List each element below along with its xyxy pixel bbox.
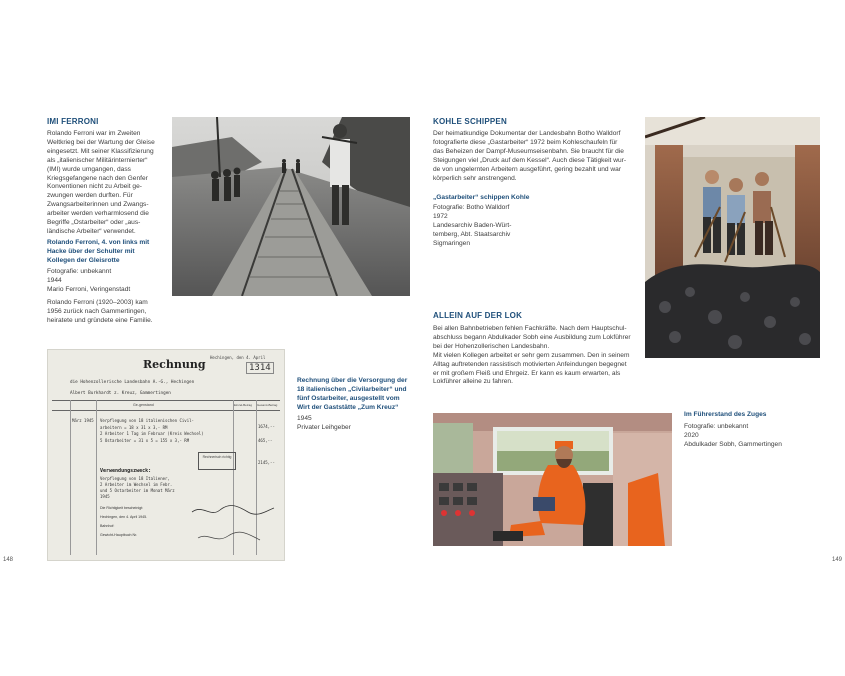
page-number-left: 148 [3, 557, 14, 563]
text-line: Die Richtigkeit bescheinigt: [100, 506, 144, 510]
lok-paragraph [433, 325, 631, 387]
text-line: „Gastarbeiter“ schippen Kohle [433, 194, 530, 201]
text-line: 1944 [47, 276, 62, 284]
rechnung-place-date: Hechingen, den 4. April [210, 355, 266, 360]
text-line: de von ungelernten Arbeitern ausgeführt, gering bezahlt und war [433, 165, 622, 173]
text-line: 2 Arbeiter 1 Tag im Februar (Kreis Wechsel) [100, 431, 204, 436]
text-line: Kollegen der Gleisrotte [47, 256, 120, 264]
kohle-heading: KOHLE SCHIPPEN [433, 117, 507, 126]
text-line: arbeiter werden verharmlosend die [47, 210, 149, 218]
lok-caption-title [684, 411, 766, 420]
text-line: bei der Hohenzollerischen Landesbahn. [433, 342, 550, 350]
kohle-paragraph [433, 130, 626, 183]
lok-caption [684, 423, 782, 450]
text-line: Privater Leihgeber [297, 423, 351, 431]
rechnung-col-gesamt: Gesamt-Betrag [257, 403, 278, 407]
text-line: 1945 [297, 415, 312, 422]
text-line: Bahnhof: [100, 524, 115, 528]
text-line: Gewicht-Hauptbuch Nr. [100, 533, 138, 537]
text-line: Im Führerstand des Zuges [684, 411, 767, 418]
text-line: Alltag auftretenden rassistisch motivierten Anfeindungen begegnet [433, 360, 627, 368]
rechnung-month: März 1945 [72, 418, 94, 423]
text-line: 2020 [684, 431, 699, 439]
rechnung-to: die Hohenzollerische Landesbahn A.-G., Hechingen [70, 380, 195, 385]
text-line: Rolando Ferroni (1920–2003) kam [47, 299, 148, 306]
text-line: Lokführer alleine zu fahren. [433, 378, 513, 386]
text-line: Steigungen viel „Druck auf dem Kessel“. Auch diese Tätigkeit wur- [433, 156, 627, 164]
text-line: Bei allen Bahnbetrieben fehlen Fachkräfte. Nach dem Hauptschul- [433, 325, 627, 332]
ferroni-heading: IMI FERRONI [47, 117, 99, 126]
kohle-caption-title [433, 194, 529, 203]
train-cab-photo [433, 413, 672, 546]
text-line: Verpflegung von 18 Italiener, [100, 476, 170, 481]
ferroni-paragraph [47, 130, 155, 237]
rechnung-amount: 1674,-- [258, 424, 275, 429]
text-line: Zwangsarbeiterinnen und Zwangs- [47, 201, 149, 209]
text-line: 1945 [100, 494, 110, 499]
text-line: Hacke über der Schulter mit [47, 247, 135, 255]
text-line: Rechnung über die Versorgung der [297, 377, 408, 384]
text-line: Kriegsgefangene nach den Genfer [47, 174, 148, 182]
rechnung-document [47, 349, 285, 561]
text-line: Landesarchiv Baden-Würt- [433, 221, 512, 229]
text-line: 1972 [433, 212, 448, 220]
text-line: (IMI) wurde umgangen, dass [47, 165, 131, 173]
text-line: heiratete und gründete eine Familie. [47, 316, 153, 324]
rechnung-total: 2145,-- [258, 460, 275, 465]
text-line: als „italienischer Militärinternierter“ [47, 156, 148, 164]
text-line: Weltkrieg bei der Wartung der Gleise [47, 138, 155, 146]
text-line: Begriffe „Ostarbeiter“ oder „aus- [47, 219, 141, 227]
text-line: Abdulkader Sobh, Gammertingen [684, 440, 782, 448]
rechnung-title: Rechnung [143, 358, 206, 371]
text-line: fünf Ostarbeiter, ausgestellt vom [297, 394, 400, 402]
text-line: 5 Ostarbeiter = 31 x 5 = 155 x 3,- RM [100, 437, 190, 443]
text-line: 2 Arbeiter im Wechsel im Febr. [100, 482, 173, 487]
text-line: Sigmaringen [433, 239, 471, 247]
ferroni-caption-extra [47, 299, 153, 326]
rechnung-caption-title [297, 377, 407, 413]
text-line: Wirt der Gaststätte „Zum Kreuz“ [297, 403, 399, 411]
text-line: Fotografie: unbekannt [47, 268, 112, 275]
text-line: körperlich sehr anstrengend. [433, 174, 517, 182]
ferroni-caption [47, 268, 130, 295]
rechnung-col-gegenstand: Ge-genstand [133, 403, 154, 407]
text-line: Fotografie: Botho Walldorf [433, 204, 510, 211]
text-line: fotografierte diese „Gastarbeiter“ 1972 beim Kohleschaufeln für [433, 138, 618, 146]
text-line: temberg, Abt. Staatsarchiv [433, 230, 511, 238]
text-line: er mit großem Fleiß und Ehrgeiz. Er kann es kaum erwarten, als [433, 369, 621, 377]
text-line: Konventionen nicht zu Arbeit ge- [47, 183, 142, 191]
text-line: ländische Arbeiter“ verwendet. [47, 227, 136, 235]
kohle-caption [433, 204, 511, 249]
text-line: Hechingen, den 4. April 1945. [100, 515, 148, 519]
text-line: eingesetzt. Mit seiner Klassifizierung [47, 147, 154, 155]
text-line: Der heimatkundige Dokumentar der Landesbahn Botho Walldorf [433, 130, 621, 137]
text-line: Mit vielen Kollegen arbeitet er sehr gern zusammen. Den in seinem [433, 351, 630, 359]
text-line: das Beheizen der Dampf-Museumseisenbahn. Sie braucht für die [433, 147, 624, 155]
ferroni-caption-title [47, 239, 149, 266]
text-line: abschluss begann Abdulkader Sobh eine Ausbildung zum Lokführer [433, 333, 631, 341]
rechnung-stamp: Rechnerisch richtig [198, 452, 236, 470]
text-line: Fotografie: unbekannt [684, 423, 749, 430]
rechnung-from: Albert Burkhardt z. Kreuz, Gammertingen [70, 391, 171, 396]
rechnung-signature [188, 502, 278, 552]
text-line: Mario Ferroni, Veringenstadt [47, 285, 131, 293]
lok-heading: ALLEIN AUF DER LOK [433, 311, 523, 320]
rechnung-col-einzel: Einzel-Betrag [234, 403, 253, 407]
text-line: Rolando Ferroni, 4. von links mit [47, 239, 150, 246]
text-line: Rolando Ferroni war im Zweiten [47, 130, 141, 137]
rechnung-rows [100, 418, 204, 444]
rechnung-purpose [100, 476, 175, 500]
text-line: zwungen werden durften. Für [47, 192, 133, 200]
text-line: 1956 zurück nach Gammertingen, [47, 307, 147, 315]
text-line: Verpflegung von 18 italienischen Civil- [100, 418, 194, 423]
coal-workers-photo [645, 117, 820, 358]
rechnung-caption [297, 415, 351, 433]
text-line: und 5 Ostarbeiter im Monat März [100, 488, 175, 493]
rechnung-purpose-title: Verwendungszweck: [100, 468, 152, 474]
rechnung-number: 1314 [246, 362, 274, 374]
rechnung-footer [100, 504, 147, 540]
rechnung-amount-2: 465,-- [258, 438, 273, 443]
text-line: arbeitern = 18 x 31 x 3,- RM [100, 424, 168, 430]
text-line: 18 italienischen „Civilarbeiter“ und [297, 385, 407, 393]
track-workers-photo [172, 117, 410, 296]
page-number-right: 149 [832, 557, 843, 563]
